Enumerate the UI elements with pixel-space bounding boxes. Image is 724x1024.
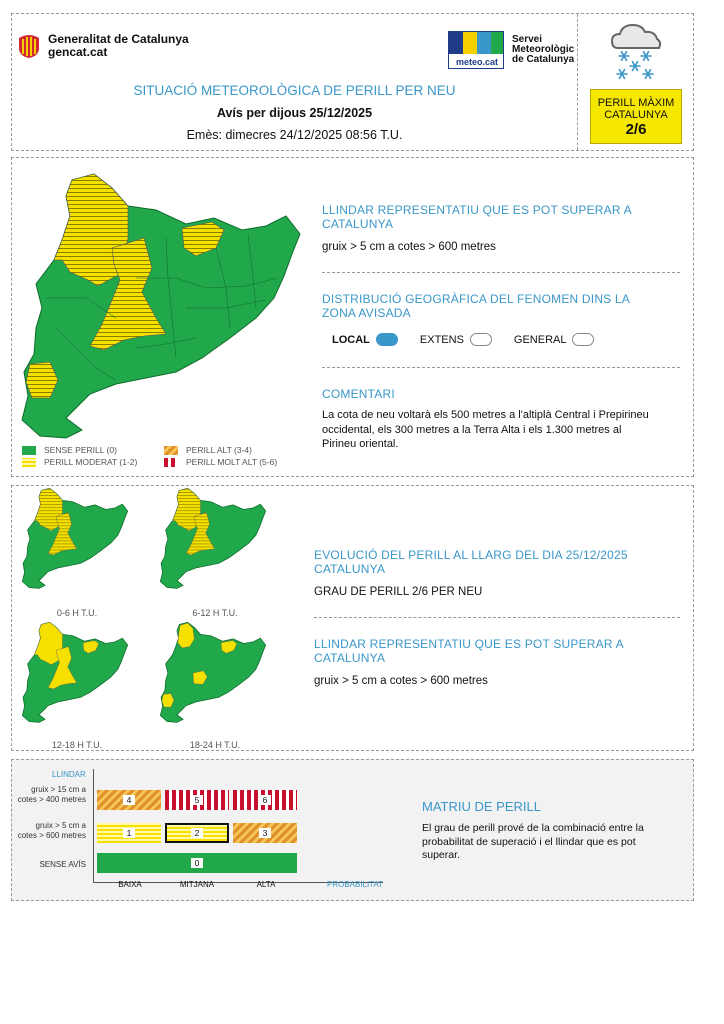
matrix-row-label-3: SENSE AVÍS (39, 860, 86, 869)
map-0-6 (16, 486, 134, 594)
legend-high-label: PERILL ALT (3-4) (186, 445, 252, 455)
option-local-label: LOCAL (332, 333, 370, 346)
option-extens-toggle[interactable] (470, 333, 492, 346)
threshold-title: LLINDAR REPRESENTATIU QUE ES POT SUPERAR A CATALUNYA (322, 203, 632, 231)
meteocat-line-3: de Catalunya (512, 54, 575, 65)
matrix-cell-3-value: 3 (259, 828, 272, 838)
max-danger-line-1: PERILL MÀXIM (597, 97, 675, 109)
map-12-18 (16, 620, 134, 728)
threshold2-title: LLINDAR REPRESENTATIU QUE ES POT SUPERAR A CATALUNYA (314, 637, 624, 665)
meteocat-logo-text: meteo.cat (449, 54, 504, 69)
legend-very-high (164, 457, 277, 467)
matrix-cell-1-value: 1 (123, 828, 136, 838)
matrix-y-title: LLINDAR (52, 770, 86, 779)
comment-title: COMENTARI (322, 387, 395, 401)
gencat-logo-icon (18, 34, 40, 58)
meteocat-line-2: Meteorològic (512, 44, 575, 55)
meteocat-line-1: Servei (512, 34, 543, 45)
legend-very-high-label: PERILL MOLT ALT (5-6) (186, 457, 278, 467)
comment-text: La cota de neu voltarà els 500 metres a l'altiplà Central i Prepirineu occidental, els 300 metres a la Terra Alta i els 1.300 metres al Pirineu oriental. (322, 409, 649, 450)
threshold2-text: gruix > 5 cm a cotes > 600 metres (314, 675, 488, 687)
matrix-cell-5-value: 5 (191, 795, 204, 805)
matrix-text: El grau de perill prové de la combinació entre la probabilitat de superació i el llindar que es pot superar. (422, 822, 644, 861)
gencat-brand[interactable] (18, 33, 189, 59)
separator (314, 617, 680, 618)
matrix-cell-6-value: 6 (259, 795, 272, 805)
matrix-cell-2-value: 2 (191, 828, 204, 838)
map-label-18-24: 18-24 H T.U. (189, 740, 241, 750)
matrix-cell-4-value: 4 (123, 795, 136, 805)
legend-swatch-red (164, 458, 178, 467)
map-label-0-6: 0-6 H T.U. (56, 608, 98, 618)
legend-none-label: SENSE PERILL (0) (44, 445, 117, 455)
matrix-cell-0 (97, 853, 297, 873)
meteocat-brand[interactable] (448, 31, 574, 69)
legend-swatch-green (22, 446, 36, 455)
option-general-toggle[interactable] (572, 333, 594, 346)
matrix-x-title: PROBABILITAT (327, 880, 384, 889)
matrix-col-alta: ALTA (256, 880, 276, 889)
separator (322, 367, 680, 368)
max-danger-badge (590, 89, 682, 144)
evolution-text: GRAU DE PERILL 2/6 PER NEU (314, 586, 483, 598)
legend-moderate (22, 457, 137, 467)
gencat-name: Generalitat de Catalunya (48, 32, 189, 46)
option-local-toggle[interactable] (376, 333, 398, 346)
matrix-row-label-2: gruix > 5 cm a cotes > 600 metres (17, 821, 86, 840)
threshold-text: gruix > 5 cm a cotes > 600 metres (322, 241, 496, 253)
legend-moderate-label: PERILL MODERAT (1-2) (44, 457, 138, 467)
legend-none (22, 445, 117, 455)
gencat-domain: gencat.cat (48, 45, 108, 59)
matrix-cell-4 (97, 790, 161, 810)
matrix-section (11, 759, 694, 901)
header-divider (577, 14, 578, 150)
legend-high (164, 445, 252, 455)
distribution-options (332, 333, 594, 346)
separator (322, 272, 680, 273)
distribution-title: DISTRIBUCIÓ GEOGRÀFICA DEL FENOMEN DINS LA ZONA AVISADA (322, 292, 630, 320)
max-danger-line-2: CATALUNYA (604, 109, 668, 121)
evolution-section (11, 485, 694, 751)
meteocat-logo-icon (448, 31, 504, 69)
option-general[interactable] (514, 333, 595, 346)
map-18-24 (154, 620, 272, 728)
matrix-col-baixa: BAIXA (118, 880, 142, 889)
map-label-6-12: 6-12 H T.U. (192, 608, 238, 618)
max-danger-level: 2/6 (625, 121, 647, 138)
legend-swatch-orange (164, 446, 178, 455)
issued-date: Emès: dimecres 24/12/2025 08:56 T.U. (186, 128, 403, 142)
matrix-cell-3 (233, 823, 297, 843)
evolution-title: EVOLUCIÓ DEL PERILL AL LLARG DEL DIA 25/12/2025 CATALUNYA (314, 548, 628, 576)
matrix-cell-0-value: 0 (191, 858, 204, 868)
option-general-label: GENERAL (513, 333, 567, 346)
matrix-cell-2-selected (165, 823, 229, 843)
option-local[interactable] (332, 333, 398, 346)
page-title: SITUACIÓ METEOROLÒGICA DE PERILL PER NEU (133, 83, 456, 98)
main-map-section (11, 157, 694, 477)
matrix-cell-1 (97, 823, 161, 843)
option-extens[interactable] (420, 333, 492, 346)
legend-swatch-yellow (22, 458, 36, 467)
option-extens-label: EXTENS (419, 333, 464, 346)
snow-cloud-icon (608, 20, 664, 80)
matrix-title: MATRIU DE PERILL (422, 799, 541, 814)
page-subtitle: Avís per dijous 25/12/2025 (216, 106, 373, 120)
catalonia-danger-map (16, 168, 306, 453)
map-label-12-18: 12-18 H T.U. (51, 740, 103, 750)
matrix-row-label-1: gruix > 15 cm a cotes > 400 metres (17, 785, 86, 804)
matrix-col-mitjana: MITJANA (179, 880, 215, 889)
matrix-cell-6 (233, 790, 297, 810)
matrix-cell-5 (165, 790, 229, 810)
header-box (11, 13, 694, 151)
matrix-y-axis (93, 769, 94, 882)
map-6-12 (154, 486, 272, 594)
